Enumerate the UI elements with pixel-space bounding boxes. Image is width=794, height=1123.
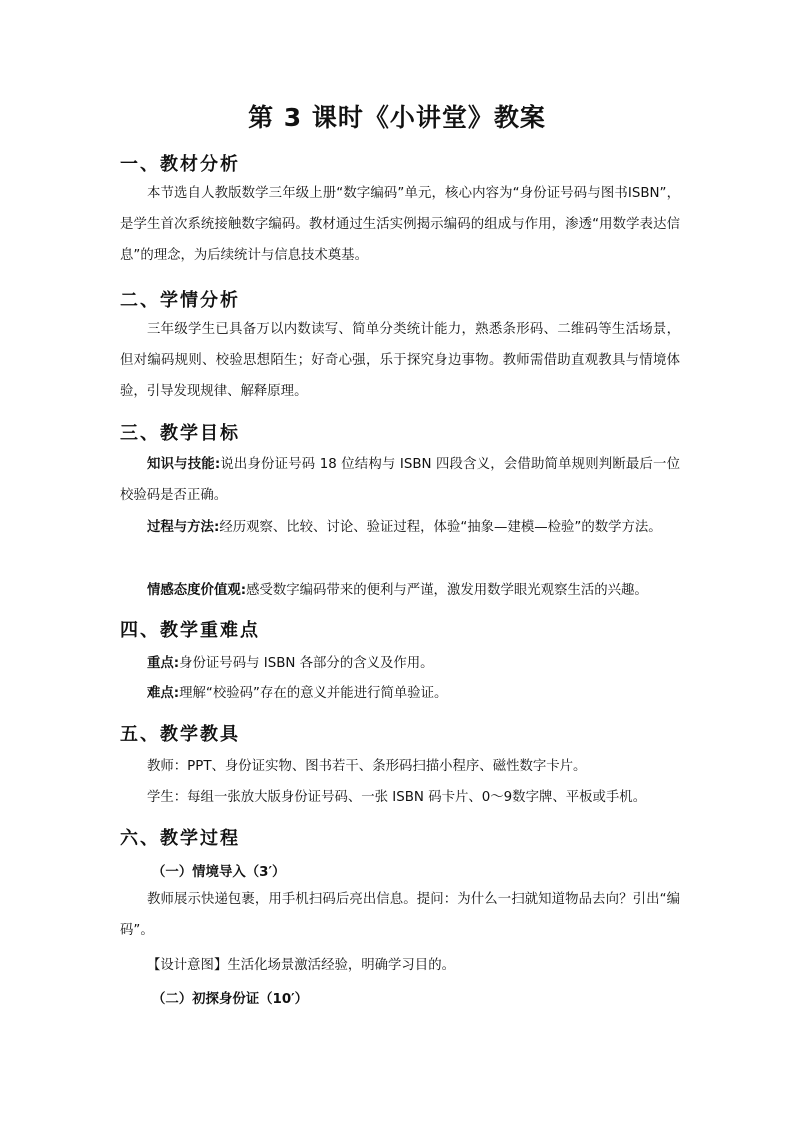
key-point-line	[147, 654, 434, 674]
goal-knowledge-skills	[120, 449, 680, 511]
key-point-label: 重点:	[147, 656, 180, 671]
paragraph-student-analysis: 三年级学生已具备万以内数读写、简单分类统计能力，熟悉条形码、二维码等生活场景，但对编码规则、校验思想陌生；好奇心强，乐于探究身边事物。教师需借助直观教具与情境体验，引导发现规律、解释原理。	[120, 322, 680, 399]
goal-process-label: 过程与方法:	[147, 520, 220, 535]
teacher-aids-line: 教师：PPT、身份证实物、图书若干、条形码扫描小程序、磁性数字卡片。	[147, 759, 587, 774]
section-heading-teaching-goals: 三、教学目标	[120, 423, 240, 444]
difficult-point-line	[147, 684, 447, 704]
section-heading-teaching-aids: 五、教学教具	[120, 724, 240, 745]
key-point-text: 身份证号码与 ISBN 各部分的含义及作用。	[179, 656, 434, 671]
process-part1-title: （一）情境导入（3′）	[152, 865, 286, 880]
page-title: 第 3 课时《小讲堂》教案	[248, 103, 546, 132]
section-heading-textbook-analysis: 一、教材分析	[120, 154, 240, 175]
section-heading-student-analysis: 二、学情分析	[120, 290, 240, 311]
goal-attitude-values	[120, 575, 680, 606]
section-heading-key-difficult-points: 四、教学重难点	[120, 620, 260, 641]
goal-knowledge-label: 知识与技能:	[147, 457, 221, 472]
section-heading-teaching-process: 六、教学过程	[120, 828, 240, 849]
goal-process-methods	[120, 512, 680, 543]
goal-knowledge-text: 说出身份证号码 18 位结构与 ISBN 四段含义，会借助简单规则判断最后一位校验码是否正确。	[120, 457, 680, 503]
goal-attitude-label: 情感态度价值观:	[147, 583, 247, 598]
difficult-point-label: 难点:	[147, 686, 180, 701]
difficult-point-text: 理解“校验码”存在的意义并能进行简单验证。	[179, 686, 448, 701]
process-part2-title: （二）初探身份证（10′）	[152, 992, 309, 1007]
student-aids-line: 学生：每组一张放大版身份证号码、一张 ISBN 码卡片、0～9数字牌、平板或手机。	[147, 790, 647, 805]
process-part1-body: 教师展示快递包裹，用手机扫码后亮出信息。提问：为什么一扫就知道物品去向？引出“编码”。	[120, 892, 680, 938]
process-part1-design-note: 【设计意图】生活化场景激活经验，明确学习目的。	[147, 958, 455, 973]
goal-attitude-text: 感受数字编码带来的便利与严谨，激发用数学眼光观察生活的兴趣。	[246, 583, 648, 598]
paragraph-textbook-analysis: 本节选自人教版数学三年级上册“数字编码”单元，核心内容为“身份证号码与图书ISBN”，是学生首次系统接触数字编码。教材通过生活实例揭示编码的组成与作用，渗透“用数学表达信息”的理念，为后续统计与信息技术奠基。	[120, 186, 680, 263]
goal-process-text: 经历观察、比较、讨论、验证过程，体验“抽象—建模—检验”的数学方法。	[219, 520, 662, 535]
